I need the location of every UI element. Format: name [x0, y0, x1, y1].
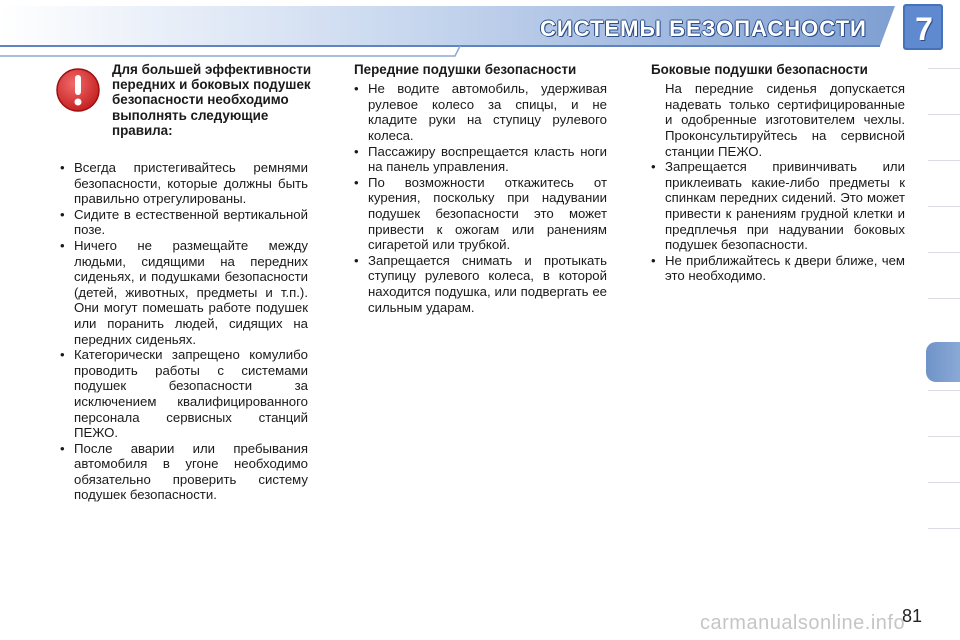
watermark-text: carmanualsonline.info — [700, 612, 906, 634]
warning-title: Для большей эффективности передних и боковых подушек безопасности необходимо выполнять следующие правила: — [112, 62, 312, 138]
section-intro: На передние сиденья допускается надевать только сертифицированные и одобренные изготовителем чехлы. Проконсультируйтесь на сервисной станции ПЕЖО. — [665, 81, 905, 159]
chapter-tab[interactable] — [928, 528, 960, 575]
chapter-tab[interactable] — [928, 252, 960, 299]
chapter-tab[interactable] — [928, 482, 960, 529]
list-item: • Не водите автомобиль, удерживая рулевое колесо за спицы, и не кладите руки на ступицу рулевого колеса. — [354, 81, 607, 143]
chapter-number-badge: 7 — [915, 11, 933, 47]
list-item: • Не приближайтесь к двери ближе, чем это необходимо. — [651, 253, 905, 284]
exclamation-warning-icon — [54, 66, 102, 114]
page-title: СИСТЕМЫ БЕЗОПАСНОСТИ — [540, 16, 867, 41]
list-item: • Категорически запрещено комулибо проводить работы с системами подушек безопасности за исключением квалифицированного персонала сервисных станций ПЕЖО. — [60, 347, 308, 441]
list-item: • По возможности откажитесь от курения, поскольку при надувании подушек безопасности это может привести к ожогам или ранениям сигаретой или трубкой. — [354, 175, 607, 253]
section-title: Боковые подушки безопасности — [651, 62, 868, 77]
list-item: • Запрещается привинчивать или приклеивать какие-либо предметы к спинкам передних сидений. Это может привести к ранениям грудной клетки и предплечья при надувании боковых подушек безопасности. — [651, 159, 905, 253]
section-title: Передние подушки безопасности — [354, 62, 577, 77]
chapter-tab-active[interactable] — [926, 342, 960, 382]
chapter-tab[interactable] — [928, 114, 960, 161]
list-item: • После аварии или пребывания автомобиля в угоне необходимо обязательно проверить систему подушек безопасности. — [60, 441, 308, 503]
list-item: • Запрещается снимать и протыкать ступицу рулевого колеса, в которой находится подушка, или подвергать ее сильным ударам. — [354, 253, 607, 315]
chapter-tab[interactable] — [928, 160, 960, 207]
list-item: • Всегда пристегивайтесь ремнями безопасности, которые должны быть правильно отрегулированы. — [60, 160, 308, 207]
side-airbags-section — [651, 62, 905, 284]
page-number: 81 — [902, 606, 923, 626]
chapter-tab[interactable] — [928, 436, 960, 483]
chapter-tab[interactable] — [928, 68, 960, 115]
warning-rules — [60, 160, 308, 503]
list-item: • Сидите в естественной вертикальной позе. — [60, 207, 308, 238]
chapter-tab[interactable] — [928, 298, 960, 345]
front-airbags-section — [354, 62, 607, 315]
chapter-tab[interactable] — [928, 390, 960, 437]
list-item: • Ничего не размещайте между людьми, сидящими на передних сиденьях, и подушками безопасности (детей, животных, предметы и т.п.). Они могут помешать работе подушек или поранить людей, сидящих на передних сиденьях. — [60, 238, 308, 347]
page-header — [0, 0, 960, 60]
list-item: • Пассажиру воспрещается класть ноги на панель управления. — [354, 144, 607, 175]
chapter-tab[interactable] — [928, 206, 960, 253]
